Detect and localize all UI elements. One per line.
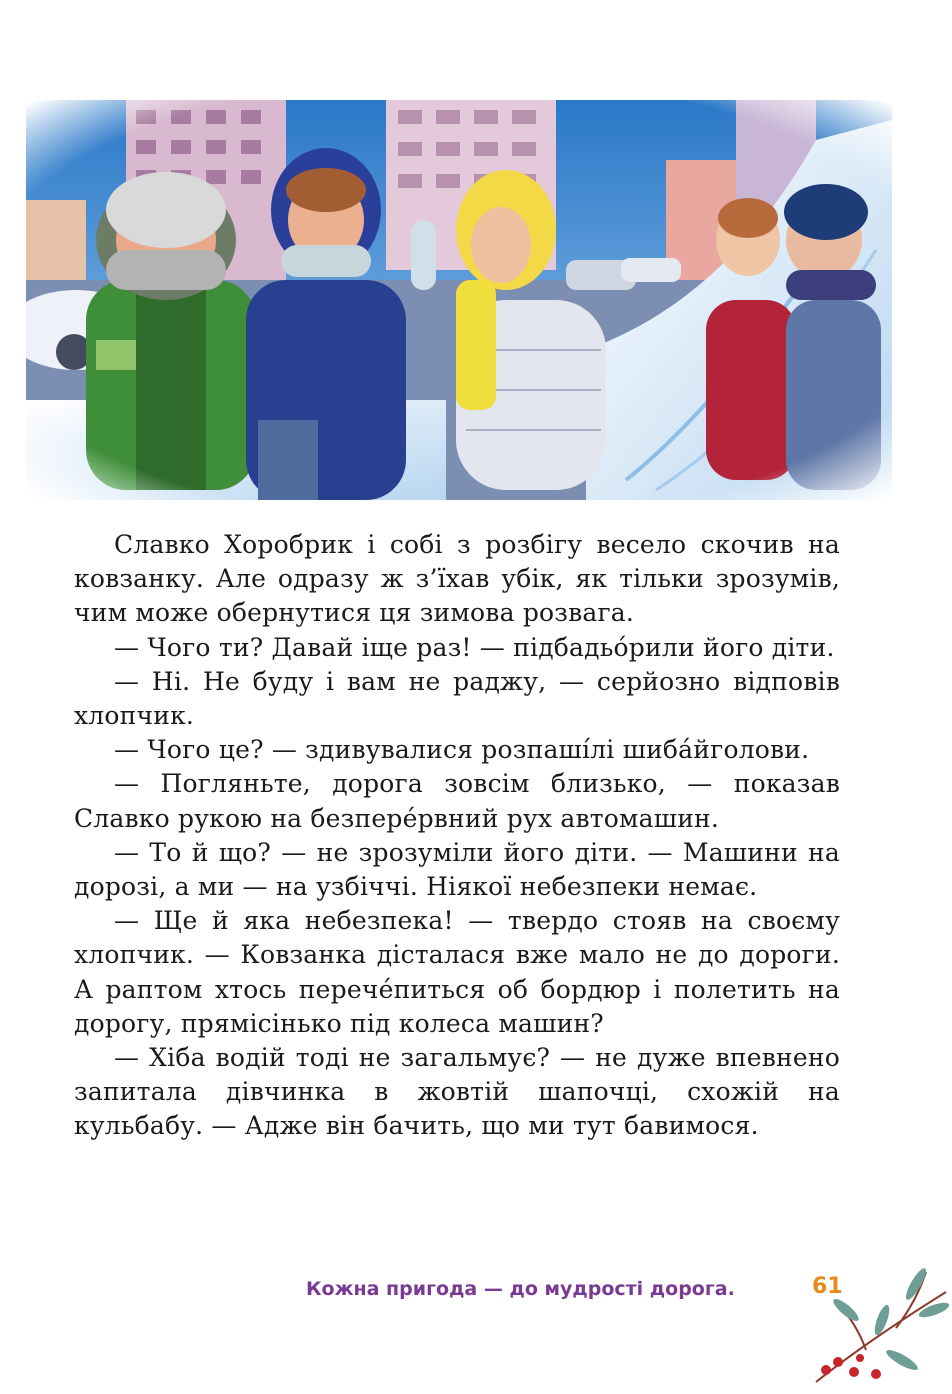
paragraph: — Чого це? — здивувалися розпаші́лі шиба́йголови. — [114, 735, 810, 765]
paragraph: — Чого ти? Давай іще раз! — підбадьо́рили його діти. — [114, 632, 835, 662]
page-number: 61 — [812, 1274, 843, 1299]
berry-branch-icon — [806, 1262, 952, 1394]
paragraph: — Ще й яка небезпека! — твердо стояв на своєму хлопчик. — Ковзанка дісталася вже мало не до дороги. А раптом хтось перече́питься об бордюр і полетить на дорогу, прямісінько під колеса машин? — [74, 906, 840, 1038]
paragraph: — Хіба водій тоді не загальмує? — не дуже впевнено запитала дівчинка в жовтій шапочці, схожій на кульбабу. — Адже він бачить, що ми тут бавимося. — [74, 1043, 840, 1141]
paragraph: Славко Хоробрик і собі з розбігу весело скочив на ковзанку. Але одразу ж з’їхав убік, як тільки зрозумів, чим може обернутися ця зимова розвага. — [74, 530, 840, 628]
story-text — [74, 528, 840, 1144]
paragraph: — Ні. Не буду і вам не раджу, — серйозно відповів хлопчик. — [74, 666, 840, 731]
footer-motto: Кожна пригода — до мудрості дорога. — [306, 1278, 735, 1300]
winter-street-children-illustration — [26, 100, 892, 500]
paragraph: — То й що? — не зрозуміли його діти. — Машини на дорозі, а ми — на узбіччі. Ніякої небезпеки немає. — [74, 837, 840, 902]
paragraph: — Погляньте, дорога зовсім близько, — показав Славко рукою на безпере́рвний рух автомашин. — [74, 769, 840, 833]
illustration-icon — [26, 100, 892, 500]
